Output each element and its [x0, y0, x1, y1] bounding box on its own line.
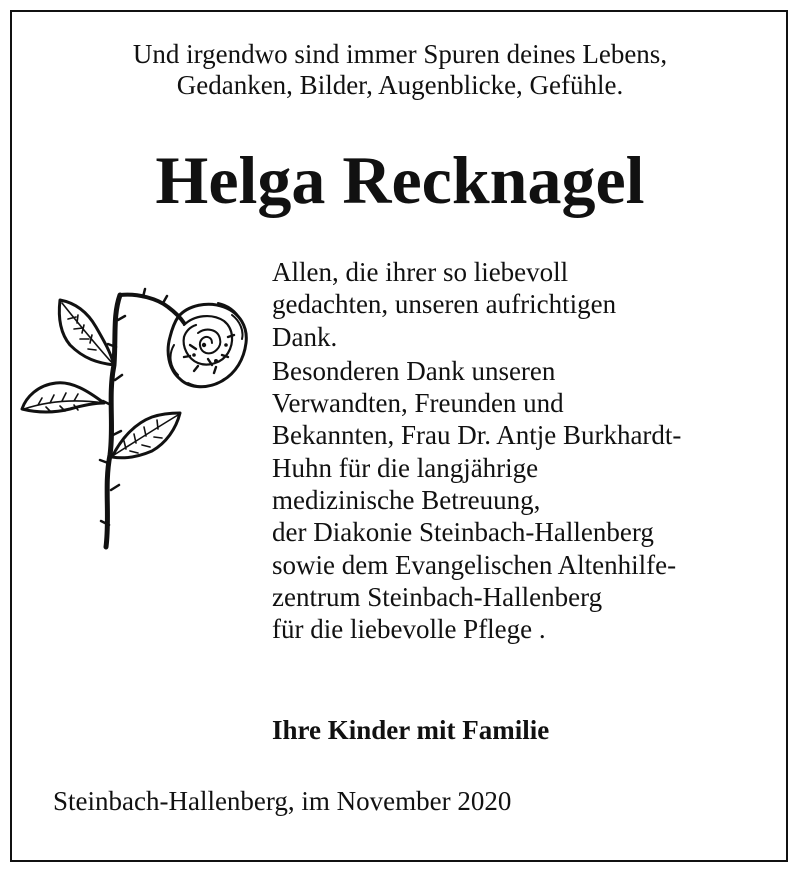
deceased-name: Helga Recknagel — [155, 142, 645, 218]
text-line: Huhn für die langjährige — [272, 452, 539, 483]
place-date: Steinbach-Hallenberg, im November 2020 — [53, 786, 512, 816]
text-line: sowie dem Evangelischen Altenhilfe- — [272, 549, 677, 580]
special-thanks-paragraph — [272, 355, 772, 646]
text-line: für die liebevolle Pflege . — [272, 614, 546, 645]
motto-line: Gedanken, Bilder, Augenblicke, Gefühle. — [176, 70, 624, 100]
text-line: der Diakonie Steinbach-Hallenberg — [272, 517, 654, 548]
signature: Ihre Kinder mit Familie — [272, 715, 550, 745]
text-line: zentrum Steinbach-Hallenberg — [272, 581, 603, 612]
thanks-paragraph — [272, 256, 772, 353]
text-line: Allen, die ihrer so liebevoll — [272, 257, 569, 287]
text-line: Besonderen Dank unseren — [272, 355, 556, 386]
text-line: Dank. — [272, 321, 338, 352]
text-line: gedachten, unseren aufrichtigen — [272, 289, 617, 320]
text-line: Verwandten, Freunden und — [272, 388, 564, 419]
thanks-text — [272, 256, 772, 646]
motto — [0, 39, 800, 101]
motto-line: Und irgendwo sind immer Spuren deines Lebens, — [132, 39, 668, 69]
text-line: medizinische Betreuung, — [272, 485, 541, 516]
text-line: Bekannten, Frau Dr. Antje Burkhardt- — [272, 420, 682, 451]
rose-icon — [18, 285, 258, 555]
